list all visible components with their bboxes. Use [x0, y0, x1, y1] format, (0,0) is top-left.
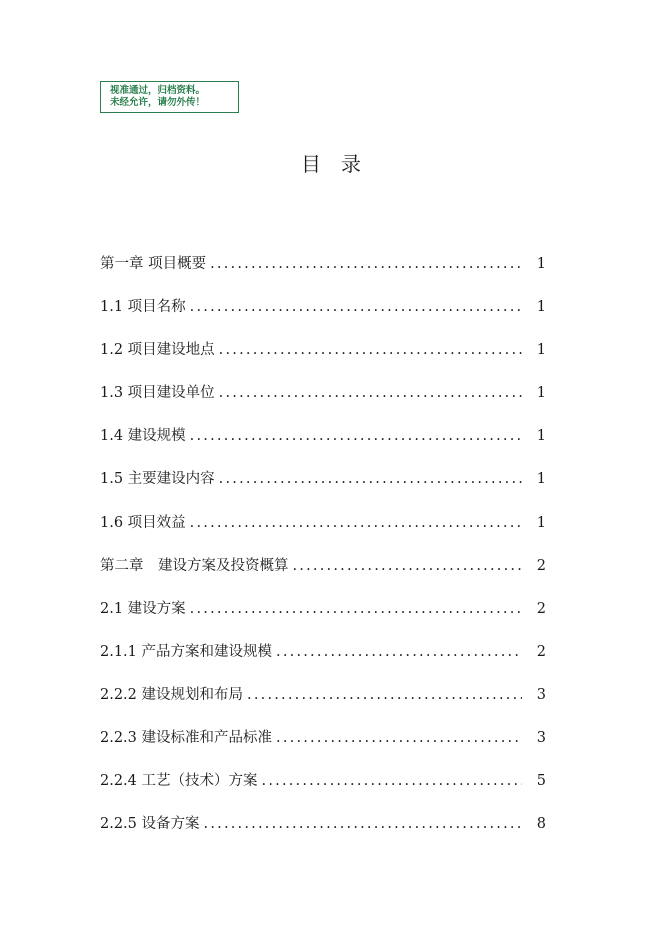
toc-entry-label: 1.6 项目效益: [100, 514, 186, 531]
toc-entry-page: 3: [536, 730, 546, 747]
toc-leader-dots: [219, 338, 522, 362]
toc-entry[interactable]: [100, 424, 546, 467]
toc-leader-dots: [190, 597, 522, 621]
toc-leader-dots: [219, 381, 522, 405]
toc-entry-label: 1.3 项目建设单位: [100, 385, 215, 402]
toc-entry-page: 1: [536, 385, 546, 402]
toc-leader-dots: [204, 812, 522, 836]
stamp-line-2: 未经允许，请勿外传！: [110, 97, 206, 108]
toc-leader-dots: [210, 252, 522, 276]
toc-entry-label: 1.2 项目建设地点: [100, 342, 215, 359]
toc-entry[interactable]: [100, 597, 546, 640]
toc-entry-label: 2.1 建设方案: [100, 600, 186, 617]
toc-entry-page: 1: [536, 342, 546, 359]
toc-entry-label: 第二章 建设方案及投资概算: [100, 557, 289, 574]
toc-entry[interactable]: [100, 511, 546, 554]
toc-entry-page: 2: [536, 600, 546, 617]
toc-entry-label: 2.1.1 产品方案和建设规模: [100, 643, 273, 660]
toc-entry[interactable]: [100, 640, 546, 683]
toc-entry-page: 1: [536, 299, 546, 316]
toc-entry-page: 2: [536, 643, 546, 660]
toc-entry-label: 2.2.5 设备方案: [100, 816, 200, 833]
toc-leader-dots: [190, 424, 522, 448]
toc-leader-dots: [293, 554, 523, 578]
toc-entry-label: 第一章 项目概要: [100, 256, 207, 272]
toc-leader-dots: [276, 640, 522, 664]
toc-entry[interactable]: [100, 812, 546, 855]
toc-entry[interactable]: [100, 554, 546, 597]
toc-entry[interactable]: [100, 381, 546, 424]
toc-entry[interactable]: [100, 769, 546, 812]
toc-entry-page: 3: [536, 686, 546, 703]
toc-entry-page: 2: [536, 557, 546, 574]
toc-leader-dots: [190, 511, 522, 535]
toc-entry-label: 2.2.2 建设规划和布局: [100, 686, 244, 703]
toc-entry-page: 1: [536, 428, 546, 445]
toc-entry[interactable]: [100, 295, 546, 338]
toc-leader-dots: [219, 467, 522, 491]
toc-entry-label: 1.4 建设规模: [100, 428, 186, 445]
toc-entry-page: 1: [536, 256, 546, 272]
toc-leader-dots: [190, 295, 522, 319]
toc-entry-label: 1.5 主要建设内容: [100, 471, 215, 488]
toc-entry[interactable]: [100, 726, 546, 769]
toc-leader-dots: [276, 726, 522, 750]
toc-entry-page: 5: [536, 773, 546, 790]
toc-entry-page: 8: [536, 816, 546, 833]
toc-entry[interactable]: [100, 338, 546, 381]
archive-stamp: [100, 81, 239, 113]
toc-leader-dots: [247, 683, 522, 707]
toc-entry[interactable]: [100, 683, 546, 726]
toc-entry-page: 1: [536, 471, 546, 488]
toc-entry-label: 1.1 项目名称: [100, 299, 186, 316]
toc-entry-label: 2.2.3 建设标准和产品标准: [100, 730, 273, 747]
stamp-line-1: 视准通过，归档资料。: [110, 85, 206, 96]
toc-entry-page: 1: [536, 514, 546, 531]
toc-entry[interactable]: [100, 467, 546, 510]
table-of-contents: [100, 252, 546, 855]
page-title: 目 录: [301, 152, 361, 176]
toc-leader-dots: [262, 769, 522, 793]
toc-entry[interactable]: [100, 252, 546, 295]
toc-entry-label: 2.2.4 工艺（技术）方案: [100, 773, 258, 790]
